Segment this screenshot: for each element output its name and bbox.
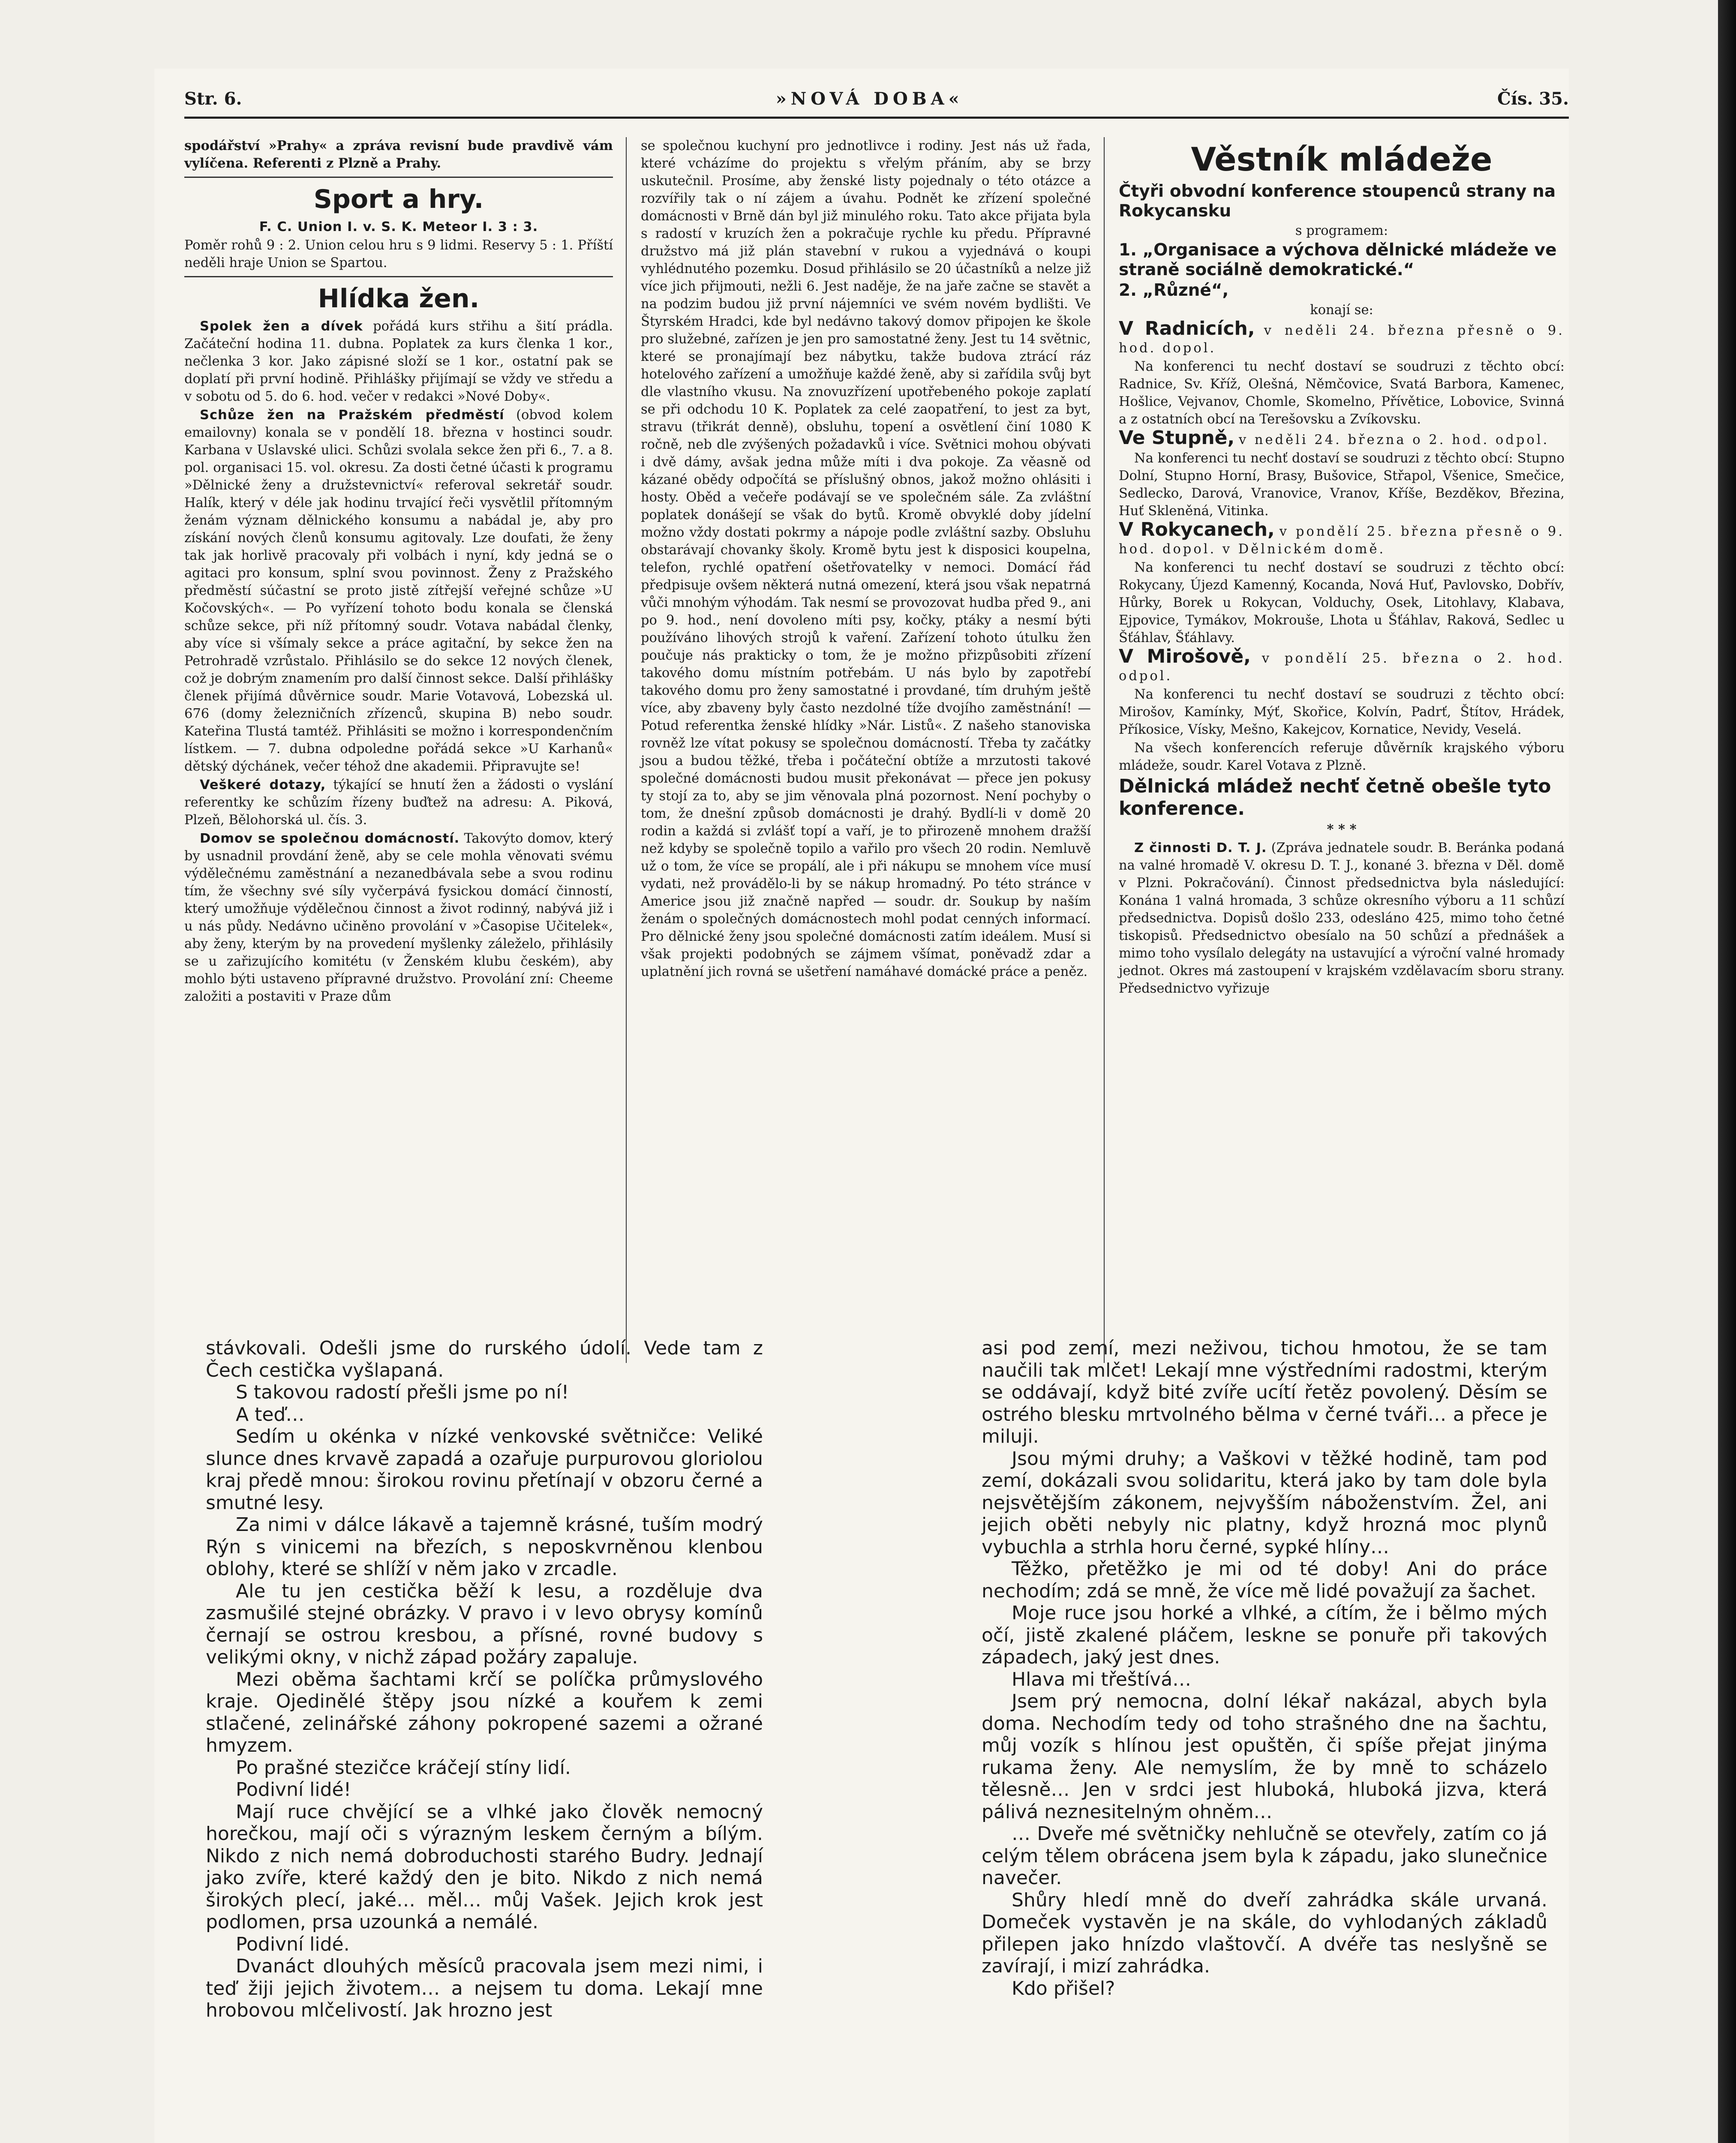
runin-heading: Spolek žen a dívek — [200, 319, 363, 334]
page-label: Str. 6. — [184, 88, 242, 109]
story-paragraph: Podivní lidé! — [236, 1779, 351, 1801]
women-heading: Hlídka žen. — [318, 284, 480, 314]
venue-radnice: V Radnicích, v neděli 24. března přesně o 9. hod. dopol. — [1119, 318, 1565, 356]
section-stars: * * * — [1327, 822, 1357, 837]
story-paragraph: Za nimi v dálce lákavě a tajemně krásné, tuším modrý Rýn s vinicemi na březích, s neposkvrněnou klenbou oblohy, které se shlíží v něm jako v zrcadle. — [206, 1514, 763, 1580]
youth-appeal: Dělnická mládež nechť četně obešle tyto konference. — [1119, 775, 1551, 819]
article-paragraph: Veškeré dotazy, týkající se hnutí žen a žádosti o vyslání referentky ke schůzím řízeny buďtež na adresu: A. Piková, Plzeň, Bělohorská ul. čís. 3. — [184, 777, 613, 828]
story-paragraph: Moje ruce jsou horké a vlhké, a cítím, že i bělmo mých očí, jistě zkalené pláčem, leskne se ponuře při takových západech, jaký jest dnes. — [982, 1602, 1547, 1668]
column-divider-2 — [1104, 137, 1105, 1363]
conference-title: Čtyři obvodní konference stoupenců strany na Rokycansku — [1119, 182, 1556, 221]
story-paragraph: Hlava mi třeštívá… — [1012, 1668, 1192, 1690]
story-paragraph: Ale tu jen cestička běží k lesu, a rozděluje dva zasmušilé stejné obrázky. V pravo i v levo obrysy komínů černají se ostrou kresbou, a přísné, rovné budovy s velikými okny, v nichž západ požáry zapaluje. — [206, 1580, 763, 1668]
programme-label: s programem: — [1295, 223, 1388, 238]
story-paragraph: asi pod zemí, mezi neživou, tichou hmotou, že se tam naučili tak mlčet! Lekají mne výstředními radostmi, kterým se oddávají, když bité zvíře ucítí řetěz povolený. Děsím se ostrého blesku mrtvolného bělma v černé tváři… a přece je miluji. — [982, 1337, 1547, 1447]
runin-heading: Z činnosti D. T. J. — [1134, 840, 1267, 855]
story-paragraph: stávkovali. Odešli jsme do rurského údolí. Vede tam z Čech cestička vyšlapaná. — [206, 1337, 763, 1381]
venue-text: Na konferenci tu nechť dostaví se soudruzi z těchto obcí: Stupno Dolní, Stupno Horní, Brasy, Bušovice, Střapol, Všenice, Smečice, Sedlecko, Darová, Vranovice, Vranov, Kříše, Bezděkov, Březina, Huť Skleněná, Vitinka. — [1119, 451, 1565, 519]
scan-edge — [1718, 0, 1736, 2143]
programme-item-2: 2. „Různé“, — [1119, 281, 1229, 300]
speaker-note: Na všech konferencích referuje důvěrník krajského výboru mládeže, soudr. Karel Votava z Plzně. — [1119, 741, 1565, 773]
venue-text: Na konferenci tu nechť dostaví se soudruzi z těchto obcí: Mirošov, Kamínky, Mýť, Skořice, Kolvín, Padrť, Štítov, Hrádek, Příkosice, Vísky, Mešno, Kakejcov, Kornatice, Nevidy, Veselá. — [1119, 687, 1565, 737]
story-right-column — [982, 1337, 1547, 1999]
article-paragraph: se společnou kuchyní pro jednotlivce i rodiny. Jest nás už řada, které vcházíme do projektu s vřelým přáním, aby se brzy uskutečnil. Prosíme, aby ženské listy pojednaly o této otázce a rozvířily tak o ní zájem a úvahu. Podnět ke zřízení společné domácnosti v Brně dán byl již minulého roku. Tato akce přijata byla s radostí v kruzích žen a pokračuje rychle ku předu. Přípravné družstvo má již plán stavební v rukou a vyjednává o koupi vyhlédnutého pozemku. Dosud přihlásilo se 20 účastníků a nelze již více jich přijmouti, nežli 6. Jest naděje, že na jaře začne se stavět a na podzim budou již první nájemníci ve svém novém bydlišti. Ve Štyrském Hradci, kde byl nedávno takový domov připojen ke škole pro služebné, zařízen je jen pro samostatné ženy. Jest tu 14 světnic, které se pronajímají bez nábytku, takže budova ztrácí ráz hotelového zařízení a umožňuje každé ženě, aby si zařídila svůj byt dle vlastního vkusu. Na znovuzřízení upotřebeného pokoje zaplatí se při odchodu 10 K. Poplatek za celé zaopatření, to jest za byt, stravu (třikrát denně), obsluhu, topení a osvětlení činí 1080 K ročně, neb dle zvýšených požadavků i více. Světnici mohou obývati i dvě dámy, avšak jedna může míti i dva pokoje. Za věasně od kázané obědy odpočítá se příslušný obnos, jakož možno ohlásiti i hosty. Oběd a večeře podávají se ve společném sále. Za zvláštní poplatek donášejí se však do bytů. Kromě obvyklé doby jídelní možno vždy dostati pokrmy a nápoje podle zvláštní sazby. Obsluhu obstarávají chovanky školy. Kromě bytu jest k disposici koupelna, telefon, rychlé opatření ošetřovatelky v nemoci. Domácí řád předpisuje ovšem některá nutná omezení, která jsou však nepatrná vůči mnohým výhodám. Tak nesmí se provozovat hudba před 9., ani po 9. hod., není dovoleno míti psy, kočky, ptáky a nesmí býti používáno lihových strojů k vaření. Zařízení tohoto útulku žen poučuje nás prakticky o tom, že je možno přizpůsobiti zřízení takového domu místním potřebám. U nás bylo by zapotřebí takového domu pro ženy samostatné i provdané, tím druhým ještě více, aby zbaveny byly často nezdolné tíže dvojího zaměstnání! — Potud referentka ženské hlídky »Nár. Listů«. Z našeho stanoviska rovněž lze vítat pokusy se společnou domácností. Třeba ty začátky jsou a budou těžké, třeba i počáteční obtíže a mrzutosti takové společné domácnosti budou musit překonávat — přece jen pokusy ty stojí za to, aby se jim věnovala plná pozornost. Není pochyby o tom, že dnešní způsob domácnosti je drahý. Bydlí-li v domě 20 rodin a každá si zvlášť topí a vaří, je to přirozeně mnohem dražší než kdyby se společně topilo a vařilo pro všech 20 rodin. Nemluvě už o tom, že více se propálí, ale i při nákupu se mnohem více musí vydati, než provádělo-li by se nákup hromadný. Po této stránce v Americe jsou již značně napřed — soudr. dr. Soukup by naším ženám o společných domácnostech mohl podat cenných informací. Pro dělnické ženy jsou společné domácnosti zatím ideálem. Musí si však projekti podobných se zájmem všímat, poněvadž zdar a uplatnění jich rovná se ušetření namáhavé domácké práce a peněz. — [641, 138, 1091, 979]
story-paragraph: Kdo přišel? — [1012, 1977, 1115, 1999]
story-paragraph: A teď… — [236, 1403, 305, 1426]
venue-rokycany: V Rokycanech, v pondělí 25. března přesně o 9. hod. dopol. v Dělnickém domě. — [1119, 519, 1565, 557]
venue-mirosov: V Mirošově, v pondělí 25. března o 2. hod. odpol. — [1119, 645, 1565, 684]
venue-text: Na konferenci tu nechť dostaví se soudruzi z těchto obcí: Radnice, Sv. Kříž, Olešná, Němčovice, Svatá Barbora, Kamenec, Hošlice, Vejvanov, Chomle, Skomelno, Přívětice, Lobovice, Svinná a z ostatních obcí na Terešovsku a Zvíkovsku. — [1119, 359, 1565, 427]
story-paragraph: Jsem prý nemocna, dolní lékař nakázal, abych byla doma. Nechodím tedy od toho strašného dne na šachtu, můj vozík s hlínou jest opuštěn, či spíše přejat jinýma rukama ženy. Ale nemyslím, že by mně to scházelo tělesně… Jen v srdci jest hluboká, hluboká jizva, která pálivá neznesitelným ohněm… — [982, 1690, 1547, 1823]
article-paragraph: Domov se společnou domácností. Takovýto domov, který by usnadnil provdání ženě, aby se cele mohla věnovati svému výdělečnému zaměstnání a nezanedbávala sebe a svou rodinu tím, že všechny své síly vyčerpává fysickou domácí činností, který umožňuje výdělečnou činnost a život rodinný, nabývá již i u nás půdy. Nedávno učiněno provolání v »Časopise Učitelek«, aby ženy, kterým by na provedení myšlenky záleželo, přihlásily se u zařizujícího komitétu (v Ženském klubu českém), aby mohlo býti ustaveno přípravné družstvo. Provolání zní: Cheeme založiti a postaviti v Praze dům — [184, 831, 613, 1004]
sport-heading: Sport a hry. — [313, 184, 484, 214]
story-paragraph: Mají ruce chvějící se a vlhké jako člověk nemocný horečkou, mají oči s výrazným leskem černým a bílým. Nikdo z nich nemá dobroduchosti starého Budry. Jednají jako zvíře, které každý den je bito. Nikdo z nich nemá širokých plecí, jaké… měl… můj Vašek. Jejich krok jest podlomen, prsa uzounká a nemálé. — [206, 1801, 763, 1933]
newspaper-title: »NOVÁ DOBA« — [775, 88, 964, 109]
page-header — [184, 86, 1569, 111]
header-rule — [184, 117, 1569, 119]
sport-text: Poměr rohů 9 : 2. Union celou hru s 9 lidmi. Reservy 5 : 1. Příští neděli hraje Union se Spartou. — [184, 238, 613, 270]
divider — [184, 177, 613, 178]
story-paragraph: Po prašné stezičce kráčejí stíny lidí. — [236, 1756, 571, 1779]
story-left-column — [206, 1337, 763, 2022]
story-paragraph: Těžko, přetěžko je mi od té doby! Ani do práce nechodím; zdá se mně, že více mě lidé považují za šachet. — [982, 1558, 1547, 1602]
column-3 — [1119, 137, 1565, 998]
venue-text: Na konferenci tu nechť dostaví se soudruzi z těchto obcí: Rokycany, Újezd Kamenný, Kocanda, Nová Huť, Pavlovsko, Dobřív, Hůrky, Borek u Rokycan, Volduchy, Osek, Litohlavy, Klabava, Ejpovice, Tymákov, Mokrouše, Lhota u Šťáhlav, Raková, Sedlec u Šťáhlav, Šťáhlavy. — [1119, 560, 1565, 645]
venue-stupno: Ve Stupně, v neděli 24. března o 2. hod. odpol. — [1119, 427, 1550, 449]
sport-result: F. C. Union I. v. S. K. Meteor I. 3 : 3. — [259, 219, 538, 234]
story-paragraph: Jsou mými druhy; a Vaškovi v těžké hodině, tam pod zemí, dokázali svou solidaritu, která jako by tam dole byla nejsvětějším zákonem, nejvyšším náboženstvím. Žel, ani jejich oběti nebyly nic platny, když hrozná moc plynů vybuchla a strhla horu černé, sypké hlíny… — [982, 1447, 1547, 1558]
runin-heading: Schůze žen na Pražském předměstí — [200, 408, 505, 423]
programme-item-1: 1. „Organisace a výchova dělnické mládeže ve straně sociálně demokratické.“ — [1119, 240, 1557, 279]
dtj-report: Z činnosti D. T. J. (Zpráva jednatele soudr. B. Beránka podaná na valné hromadě V. okresu D. T. J., konané 3. března v Děl. domě v Plzni. Pokračování). Činnost předsednictva byla následující: Konána 1 valná hromada, 3 schůze okresního výboru a 11 schůzí předsednictva. Dopisů došlo 233, odesláno 425, mimo toho četné tiskopisů. Předsednictvo obesíalo na 50 schůzí a přednášek a mimo toho vysílalo delegáty na ustavující a výroční valné hromady jednot. Okres má zastoupení v krajském vzdělavacím sboru strany. Předsednictvo vyřizuje — [1119, 840, 1565, 996]
story-paragraph: Dvanáct dlouhých měsíců pracovala jsem mezi nimi, i teď žiji jejich životem… a nejsem tu doma. Lekají mne hrobovou mlčelivostí. Jak hrozno jest — [206, 1955, 763, 2021]
story-paragraph: Podivní lidé. — [236, 1933, 350, 1955]
story-paragraph: Sedím u okénka v nízké venkovské světničce: Veliké slunce dnes krvavě zapadá a ozařuje purpurovou gloriolou kraj předě mnou: širokou rovinu přetínají v obzoru černé a smutné lesy. — [206, 1426, 763, 1514]
newspaper-page — [154, 69, 1569, 2143]
column-divider-1 — [626, 137, 627, 1363]
story-paragraph: S takovou radostí přešli jsme po ní! — [236, 1381, 569, 1403]
story-paragraph: Shůry hledí mně do dveří zahrádka skále urvaná. Domeček vystavěn je na skále, do vyhlodaných základů přilepen jako hnízdo vlaštovčí. A dvéře tas neslyšně se zavírají, i mizí zahrádka. — [982, 1889, 1547, 1977]
runin-heading: Veškeré dotazy, — [200, 777, 326, 792]
column-1 — [184, 137, 613, 1006]
held-label: konají se: — [1310, 303, 1373, 318]
story-paragraph: … Dveře mé světničky nehlučně se otevřely, zatím co já celým tělem obrácena jsem byla k západu, jako slunečnice navečer. — [982, 1823, 1547, 1889]
article-paragraph: Schůze žen na Pražském předměstí (obvod kolem emailovny) konala se v pondělí 18. března v hostinci soudr. Karbana v Uslavské ulici. Schůzi svolala sekce žen při 6., 7. a 8. pol. organisaci 15. vol. okresu. Za dosti četné účasti k programu »Dělnické ženy a družstevnictví« referoval sekretář soudr. Halík, který v déle jak hodinu trvající řeči vysvětlil přítomným ženám význam dělnického konsumu a nabádal je, aby pro získání nových členů konsumu agitovaly. Lze doufati, že ženy tak jak horlivě pracovaly při volbách i nyní, kdy jedná se o agitaci pro konsum, splní svou povinnost. Ženy z Pražského předměstí súčastní se proto jistě zítřejší veřejné schůze »U Kočovských«. — Po vyřízení tohoto bodu konala se členská schůze sekce, při níž přítomný soudr. Votava nabádal členky, aby více si všímaly sekce a práce agitační, by sekce žen na Petrohradě vzrůstalo. Přihlásilo se do sekce 12 nových členek, což je dobrým znamením pro další činnost sekce. Další přihlášky členek přijímá důvěrnice soudr. Marie Votavová, Lobezská ul. 676 (domy železničních zřízenců, skupina B) nebo soudr. Kateřina Tlustá tamtéž. Přihlásiti se možno i korrespondenčním lístkem. — 7. dubna odpoledne pořádá sekce »U Karhanů« dětský dýchánek, večer téhož dne akademii. Připravujte se! — [184, 408, 613, 774]
youth-masthead: Věstník mládeže — [1191, 140, 1493, 178]
column-2 — [641, 137, 1091, 981]
article-paragraph: Spolek žen a dívek pořádá kurs střihu a šití prádla. Začáteční hodina 11. dubna. Poplatek za kurs členka 1 kor., nečlenka 3 kor. Jako zápisné složí se 1 kor., ostatní pak se doplatí při první hodině. Přihlášky přijímají se vždy ve středu a v sobotu od 5. do 6. hod. večer v redakci »Nové Doby«. — [184, 319, 613, 404]
divider — [184, 276, 613, 277]
story-paragraph: Mezi oběma šachtami krčí se políčka průmyslového kraje. Ojedinělé štěpy jsou nízké a kouřem k zemi stlačené, zelinářské záhony pokropené sazemi a ožrané hmyzem. — [206, 1668, 763, 1756]
runin-heading: Domov se společnou domácností. — [200, 831, 460, 846]
intro-text: spodářství »Prahy« a zpráva revisní bude pravdivě vám vylíčena. Referenti z Plzně a Prahy. — [184, 138, 613, 171]
issue-number: Čís. 35. — [1497, 88, 1569, 109]
